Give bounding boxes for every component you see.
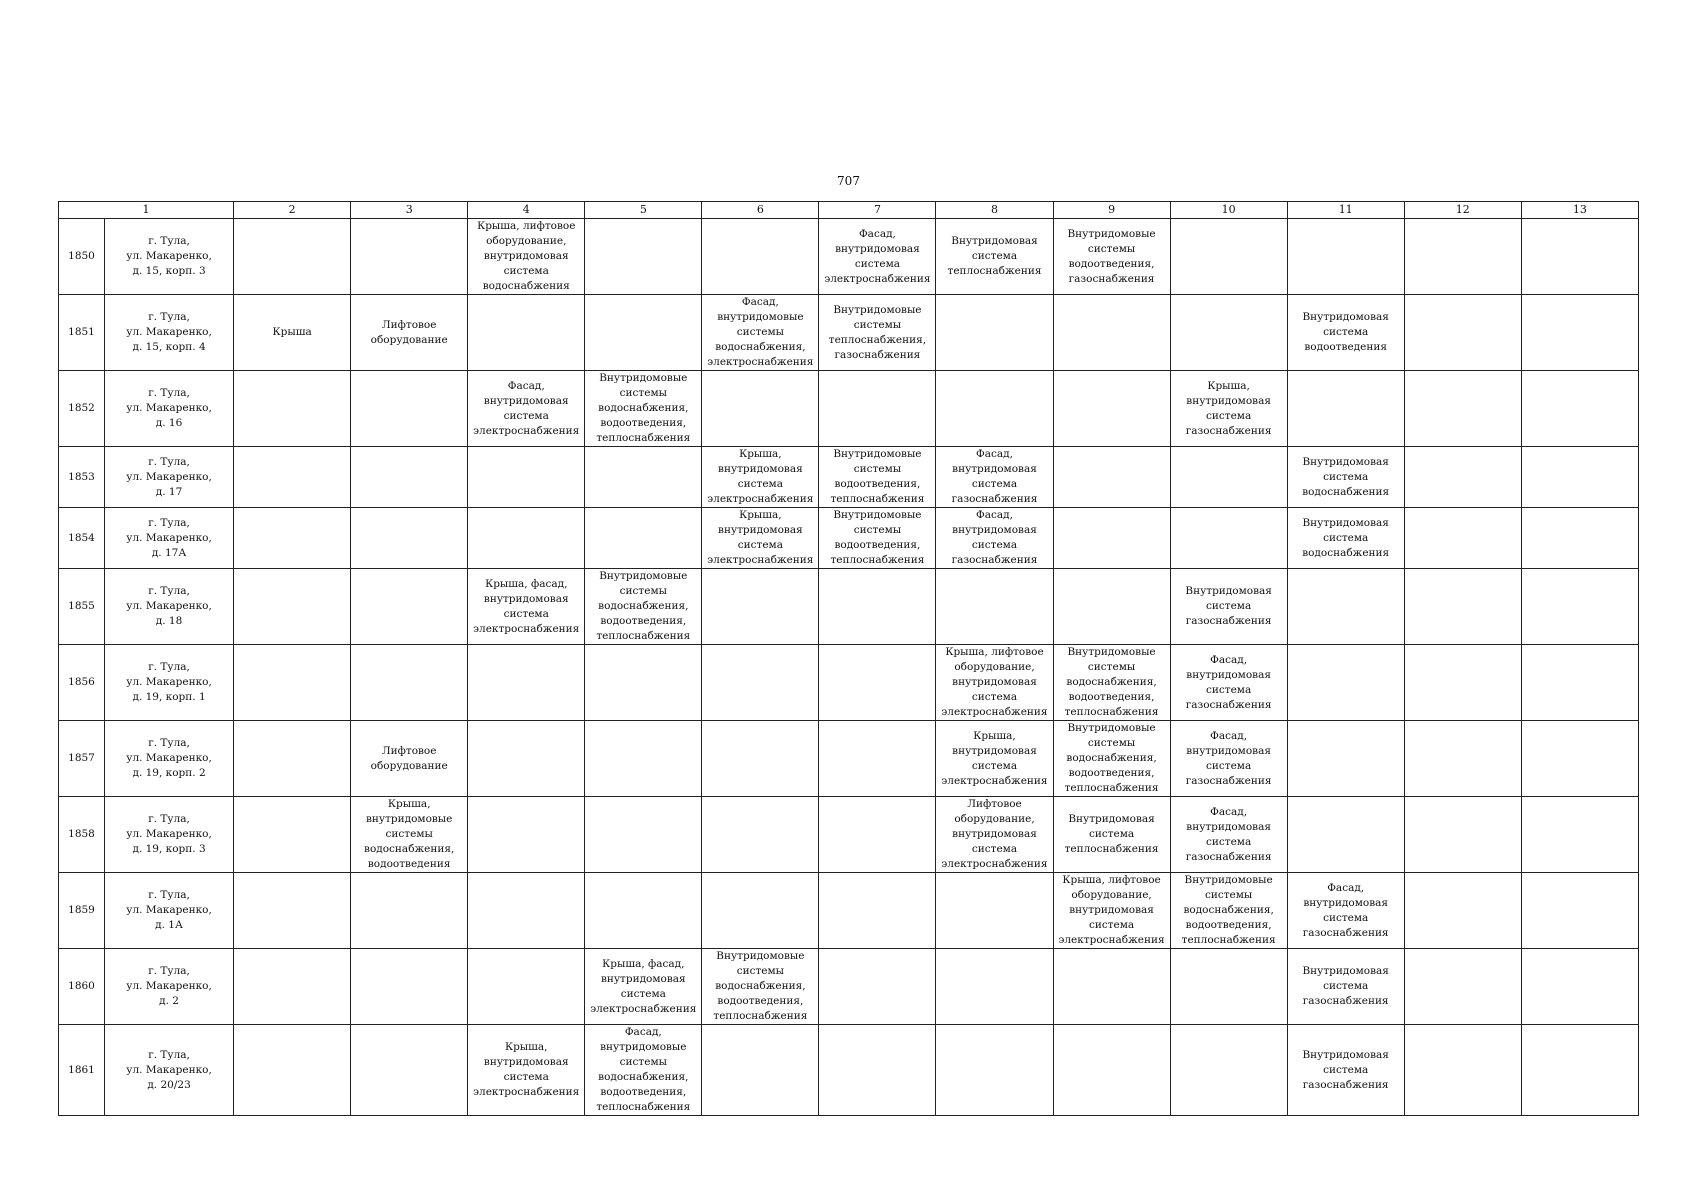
work-cell-col-6: Внутридомовые системы водоснабжения, водоотведения, теплоснабжения [702,949,819,1025]
work-cell-col-10: Фасад, внутридомовая система газоснабжения [1170,797,1287,873]
work-cell-col-11: Внутридомовая система газоснабжения [1287,1025,1404,1116]
work-cell-col-9 [1053,447,1170,508]
work-cell-col-7 [819,721,936,797]
work-cell-col-7: Фасад, внутридомовая система электроснабжения [819,219,936,295]
work-cell-col-11 [1287,645,1404,721]
work-cell-col-6: Фасад, внутридомовые системы водоснабжения, электроснабжения [702,295,819,371]
work-cell-col-12 [1404,1025,1521,1116]
work-cell-col-9 [1053,508,1170,569]
address-cell: г. Тула, ул. Макаренко, д. 15, корп. 3 [105,219,234,295]
work-cell-col-2 [234,508,351,569]
work-cell-col-9 [1053,569,1170,645]
work-cell-col-4 [468,949,585,1025]
work-cell-col-11 [1287,797,1404,873]
work-cell-col-5 [585,295,702,371]
work-cell-col-8: Лифтовое оборудование, внутридомовая система электроснабжения [936,797,1053,873]
column-header: 13 [1521,202,1638,219]
table-row [59,797,1639,873]
work-cell-col-2 [234,1025,351,1116]
work-cell-col-6 [702,721,819,797]
work-cell-col-10: Крыша, внутридомовая система газоснабжения [1170,371,1287,447]
work-cell-col-6: Крыша, внутридомовая система электроснабжения [702,508,819,569]
table-row [59,721,1639,797]
table-row [59,873,1639,949]
work-cell-col-3 [351,873,468,949]
work-cell-col-10 [1170,508,1287,569]
address-cell: г. Тула, ул. Макаренко, д. 16 [105,371,234,447]
row-number: 1850 [59,219,105,295]
work-cell-col-13 [1521,569,1638,645]
work-cell-col-13 [1521,371,1638,447]
work-cell-col-2 [234,645,351,721]
work-cell-col-6 [702,219,819,295]
work-cell-col-8 [936,371,1053,447]
work-cell-col-12 [1404,721,1521,797]
work-cell-col-3 [351,645,468,721]
work-cell-col-3 [351,1025,468,1116]
work-cell-col-5 [585,721,702,797]
work-cell-col-12 [1404,949,1521,1025]
row-number: 1856 [59,645,105,721]
work-cell-col-3 [351,371,468,447]
row-number: 1851 [59,295,105,371]
work-cell-col-7 [819,949,936,1025]
work-cell-col-2 [234,721,351,797]
column-header: 7 [819,202,936,219]
table-row [59,295,1639,371]
work-cell-col-3: Крыша, внутридомовые системы водоснабжения, водоотведения [351,797,468,873]
work-cell-col-2 [234,447,351,508]
column-header: 1 [59,202,234,219]
work-cell-col-4: Крыша, лифтовое оборудование, внутридомовая система водоснабжения [468,219,585,295]
work-cell-col-2 [234,371,351,447]
work-cell-col-9: Внутридомовые системы водоснабжения, водоотведения, теплоснабжения [1053,721,1170,797]
row-number: 1857 [59,721,105,797]
address-cell: г. Тула, ул. Макаренко, д. 17 [105,447,234,508]
work-cell-col-12 [1404,295,1521,371]
work-cell-col-7 [819,797,936,873]
table-row [59,569,1639,645]
row-number: 1854 [59,508,105,569]
work-cell-col-4 [468,295,585,371]
work-cell-col-10: Фасад, внутридомовая система газоснабжения [1170,645,1287,721]
work-cell-col-9: Внутридомовые системы водоотведения, газоснабжения [1053,219,1170,295]
work-cell-col-13 [1521,508,1638,569]
column-header: 4 [468,202,585,219]
work-cell-col-10 [1170,949,1287,1025]
address-cell: г. Тула, ул. Макаренко, д. 20/23 [105,1025,234,1116]
work-cell-col-10: Внутридомовые системы водоснабжения, водоотведения, теплоснабжения [1170,873,1287,949]
table-row [59,371,1639,447]
work-cell-col-12 [1404,645,1521,721]
work-cell-col-4: Крыша, фасад, внутридомовая система электроснабжения [468,569,585,645]
column-header: 2 [234,202,351,219]
work-cell-col-12 [1404,873,1521,949]
work-cell-col-7 [819,569,936,645]
work-cell-col-11: Внутридомовая система водоснабжения [1287,447,1404,508]
work-cell-col-12 [1404,508,1521,569]
work-cell-col-3 [351,508,468,569]
work-cell-col-6: Крыша, внутридомовая система электроснабжения [702,447,819,508]
work-cell-col-3: Лифтовое оборудование [351,721,468,797]
work-cell-col-9: Внутридомовые системы водоснабжения, водоотведения, теплоснабжения [1053,645,1170,721]
work-cell-col-8 [936,949,1053,1025]
work-cell-col-7 [819,873,936,949]
work-cell-col-6 [702,797,819,873]
work-cell-col-4: Фасад, внутридомовая система электроснабжения [468,371,585,447]
work-cell-col-5 [585,873,702,949]
column-header: 9 [1053,202,1170,219]
address-cell: г. Тула, ул. Макаренко, д. 19, корп. 1 [105,645,234,721]
work-cell-col-11: Внутридомовая система водоотведения [1287,295,1404,371]
row-number: 1852 [59,371,105,447]
work-cell-col-12 [1404,569,1521,645]
table-row [59,645,1639,721]
work-cell-col-4 [468,721,585,797]
work-cell-col-5: Внутридомовые системы водоснабжения, водоотведения, теплоснабжения [585,569,702,645]
work-cell-col-2 [234,219,351,295]
work-cell-col-2 [234,569,351,645]
work-cell-col-11: Внутридомовая система водоснабжения [1287,508,1404,569]
row-number: 1859 [59,873,105,949]
column-number-row [59,202,1639,219]
column-header: 11 [1287,202,1404,219]
work-cell-col-3: Лифтовое оборудование [351,295,468,371]
work-cell-col-13 [1521,797,1638,873]
work-cell-col-8: Фасад, внутридомовая система газоснабжения [936,447,1053,508]
work-cell-col-8 [936,1025,1053,1116]
work-cell-col-8 [936,295,1053,371]
work-cell-col-12 [1404,797,1521,873]
repair-schedule-table [58,201,1639,1116]
column-header: 10 [1170,202,1287,219]
work-cell-col-13 [1521,949,1638,1025]
work-cell-col-4: Крыша, внутридомовая система электроснабжения [468,1025,585,1116]
table-row [59,219,1639,295]
work-cell-col-6 [702,569,819,645]
work-cell-col-10: Фасад, внутридомовая система газоснабжения [1170,721,1287,797]
table-row [59,447,1639,508]
work-cell-col-3 [351,447,468,508]
work-cell-col-6 [702,645,819,721]
row-number: 1853 [59,447,105,508]
work-cell-col-3 [351,219,468,295]
table-row [59,949,1639,1025]
column-header: 5 [585,202,702,219]
work-cell-col-13 [1521,873,1638,949]
work-cell-col-7 [819,371,936,447]
row-number: 1858 [59,797,105,873]
work-cell-col-9 [1053,949,1170,1025]
work-cell-col-5: Крыша, фасад, внутридомовая система электроснабжения [585,949,702,1025]
work-cell-col-7: Внутридомовые системы водоотведения, теплоснабжения [819,447,936,508]
work-cell-col-6 [702,1025,819,1116]
work-cell-col-12 [1404,371,1521,447]
work-cell-col-10 [1170,295,1287,371]
work-cell-col-8: Крыша, лифтовое оборудование, внутридомовая система электроснабжения [936,645,1053,721]
work-cell-col-13 [1521,721,1638,797]
work-cell-col-9: Внутридомовая система теплоснабжения [1053,797,1170,873]
work-cell-col-8: Фасад, внутридомовая система газоснабжения [936,508,1053,569]
work-cell-col-4 [468,447,585,508]
work-cell-col-9: Крыша, лифтовое оборудование, внутридомовая система электроснабжения [1053,873,1170,949]
work-cell-col-7: Внутридомовые системы теплоснабжения, газоснабжения [819,295,936,371]
work-cell-col-8: Крыша, внутридомовая система электроснабжения [936,721,1053,797]
work-cell-col-12 [1404,219,1521,295]
row-number: 1861 [59,1025,105,1116]
work-cell-col-13 [1521,1025,1638,1116]
column-header: 3 [351,202,468,219]
work-cell-col-5 [585,508,702,569]
work-cell-col-5 [585,645,702,721]
work-cell-col-10 [1170,447,1287,508]
work-cell-col-13 [1521,295,1638,371]
work-cell-col-9 [1053,371,1170,447]
work-cell-col-6 [702,371,819,447]
column-header: 12 [1404,202,1521,219]
address-cell: г. Тула, ул. Макаренко, д. 17А [105,508,234,569]
work-cell-col-5: Внутридомовые системы водоснабжения, водоотведения, теплоснабжения [585,371,702,447]
work-cell-col-5 [585,447,702,508]
address-cell: г. Тула, ул. Макаренко, д. 19, корп. 3 [105,797,234,873]
work-cell-col-7 [819,1025,936,1116]
work-cell-col-10: Внутридомовая система газоснабжения [1170,569,1287,645]
work-cell-col-5 [585,219,702,295]
work-cell-col-5: Фасад, внутридомовые системы водоснабжения, водоотведения, теплоснабжения [585,1025,702,1116]
work-cell-col-13 [1521,219,1638,295]
work-cell-col-12 [1404,447,1521,508]
work-cell-col-2 [234,797,351,873]
work-cell-col-4 [468,508,585,569]
work-cell-col-10 [1170,219,1287,295]
address-cell: г. Тула, ул. Макаренко, д. 19, корп. 2 [105,721,234,797]
work-cell-col-7 [819,645,936,721]
work-cell-col-2 [234,949,351,1025]
work-cell-col-8: Внутридомовая система теплоснабжения [936,219,1053,295]
row-number: 1860 [59,949,105,1025]
work-cell-col-9 [1053,1025,1170,1116]
work-cell-col-11 [1287,219,1404,295]
work-cell-col-5 [585,797,702,873]
work-cell-col-11 [1287,371,1404,447]
work-cell-col-4 [468,873,585,949]
address-cell: г. Тула, ул. Макаренко, д. 1А [105,873,234,949]
work-cell-col-11: Внутридомовая система газоснабжения [1287,949,1404,1025]
table-row [59,508,1639,569]
work-cell-col-11: Фасад, внутридомовая система газоснабжения [1287,873,1404,949]
work-cell-col-2 [234,873,351,949]
work-cell-col-3 [351,949,468,1025]
work-cell-col-11 [1287,569,1404,645]
column-header: 8 [936,202,1053,219]
work-cell-col-10 [1170,1025,1287,1116]
address-cell: г. Тула, ул. Макаренко, д. 18 [105,569,234,645]
work-cell-col-6 [702,873,819,949]
work-cell-col-4 [468,797,585,873]
work-cell-col-7: Внутридомовые системы водоотведения, теплоснабжения [819,508,936,569]
table-body [59,202,1639,1116]
work-cell-col-11 [1287,721,1404,797]
address-cell: г. Тула, ул. Макаренко, д. 15, корп. 4 [105,295,234,371]
work-cell-col-3 [351,569,468,645]
work-cell-col-13 [1521,447,1638,508]
work-cell-col-4 [468,645,585,721]
work-cell-col-8 [936,569,1053,645]
work-cell-col-2: Крыша [234,295,351,371]
work-cell-col-9 [1053,295,1170,371]
table-row [59,1025,1639,1116]
row-number: 1855 [59,569,105,645]
address-cell: г. Тула, ул. Макаренко, д. 2 [105,949,234,1025]
column-header: 6 [702,202,819,219]
page-number: 707 [837,174,860,188]
work-cell-col-8 [936,873,1053,949]
work-cell-col-13 [1521,645,1638,721]
